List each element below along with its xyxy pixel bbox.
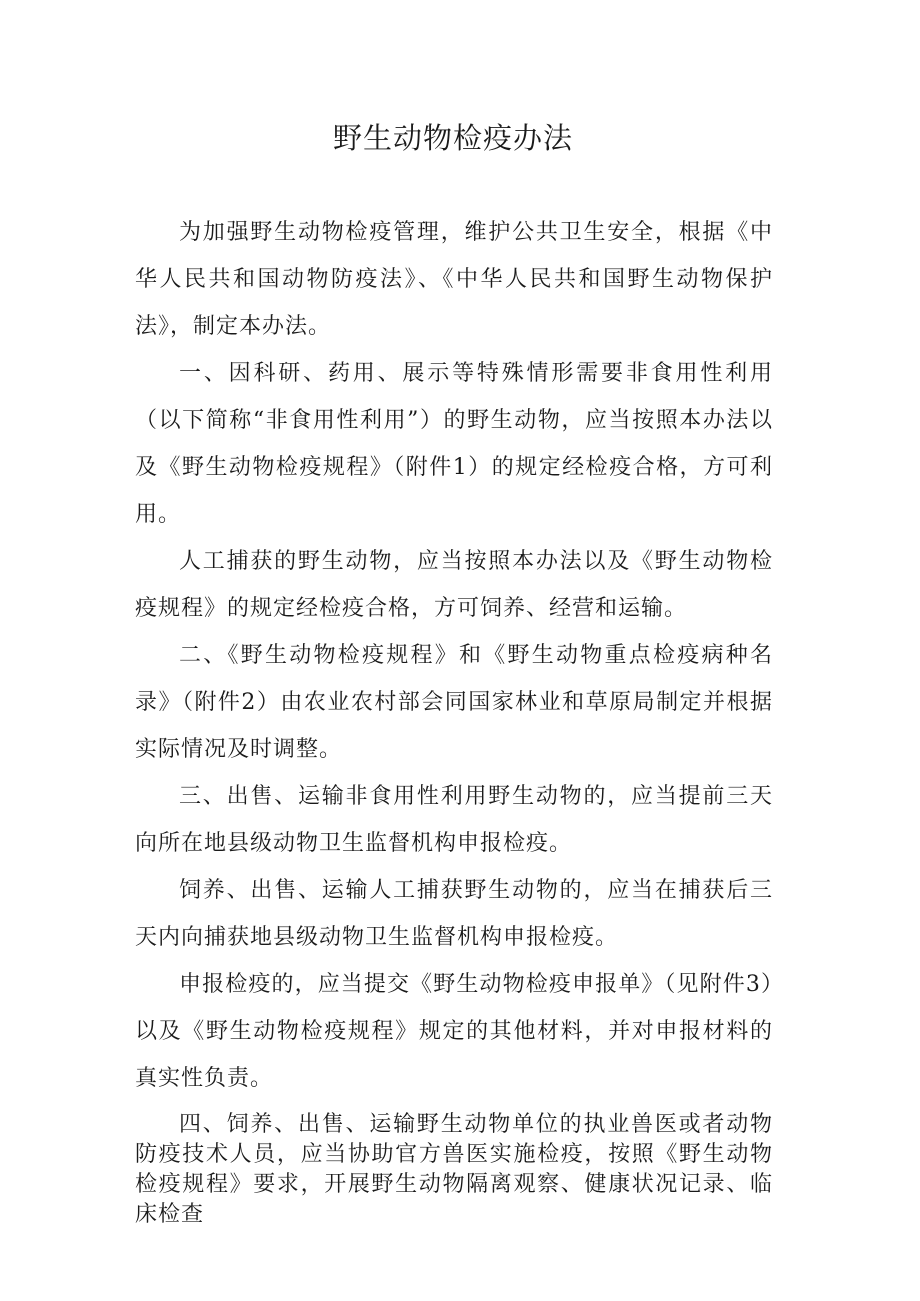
paragraph-article-3-captured: 饲养、出售、运输人工捕获野生动物的，应当在捕获后三天内向捕获地县级动物卫生监督机构申报检疫。 [135,878,773,950]
paragraph-article-1-captured: 人工捕获的野生动物，应当按照本办法以及《野生动物检疫规程》的规定经检疫合格，方可饲养、经营和运输。 [135,549,773,621]
document-body [135,209,773,1230]
paragraph-article-3-materials: 申报检疫的，应当提交《野生动物检疫申报单》（见附件3）以及《野生动物检疫规程》规定的其他材料，并对申报材料的真实性负责。 [135,972,773,1091]
paragraph-preamble: 为加强野生动物检疫管理，维护公共卫生安全，根据《中华人民共和国动物防疫法》、《中华人民共和国野生动物保护法》，制定本办法。 [135,220,773,339]
paragraph-article-2: 二、《野生动物检疫规程》和《野生动物重点检疫病种名录》（附件2）由农业农村部会同国家林业和草原局制定并根据实际情况及时调整。 [135,643,773,762]
paragraph-article-1: 一、因科研、药用、展示等特殊情形需要非食用性利用（以下简称“非食用性利用”）的野生动物，应当按照本办法以及《野生动物检疫规程》（附件1）的规定经检疫合格，方可利用。 [135,361,773,527]
document-title: 野生动物检疫办法 [332,121,573,155]
paragraph-article-3: 三、出售、运输非食用性利用野生动物的，应当提前三天向所在地县级动物卫生监督机构申报检疫。 [135,784,773,856]
paragraph-article-4: 四、饲养、出售、运输野生动物单位的执业兽医或者动物防疫技术人员，应当协助官方兽医实施检疫，按照《野生动物检疫规程》要求，开展野生动物隔离观察、健康状况记录、临床检查 [135,1112,773,1227]
